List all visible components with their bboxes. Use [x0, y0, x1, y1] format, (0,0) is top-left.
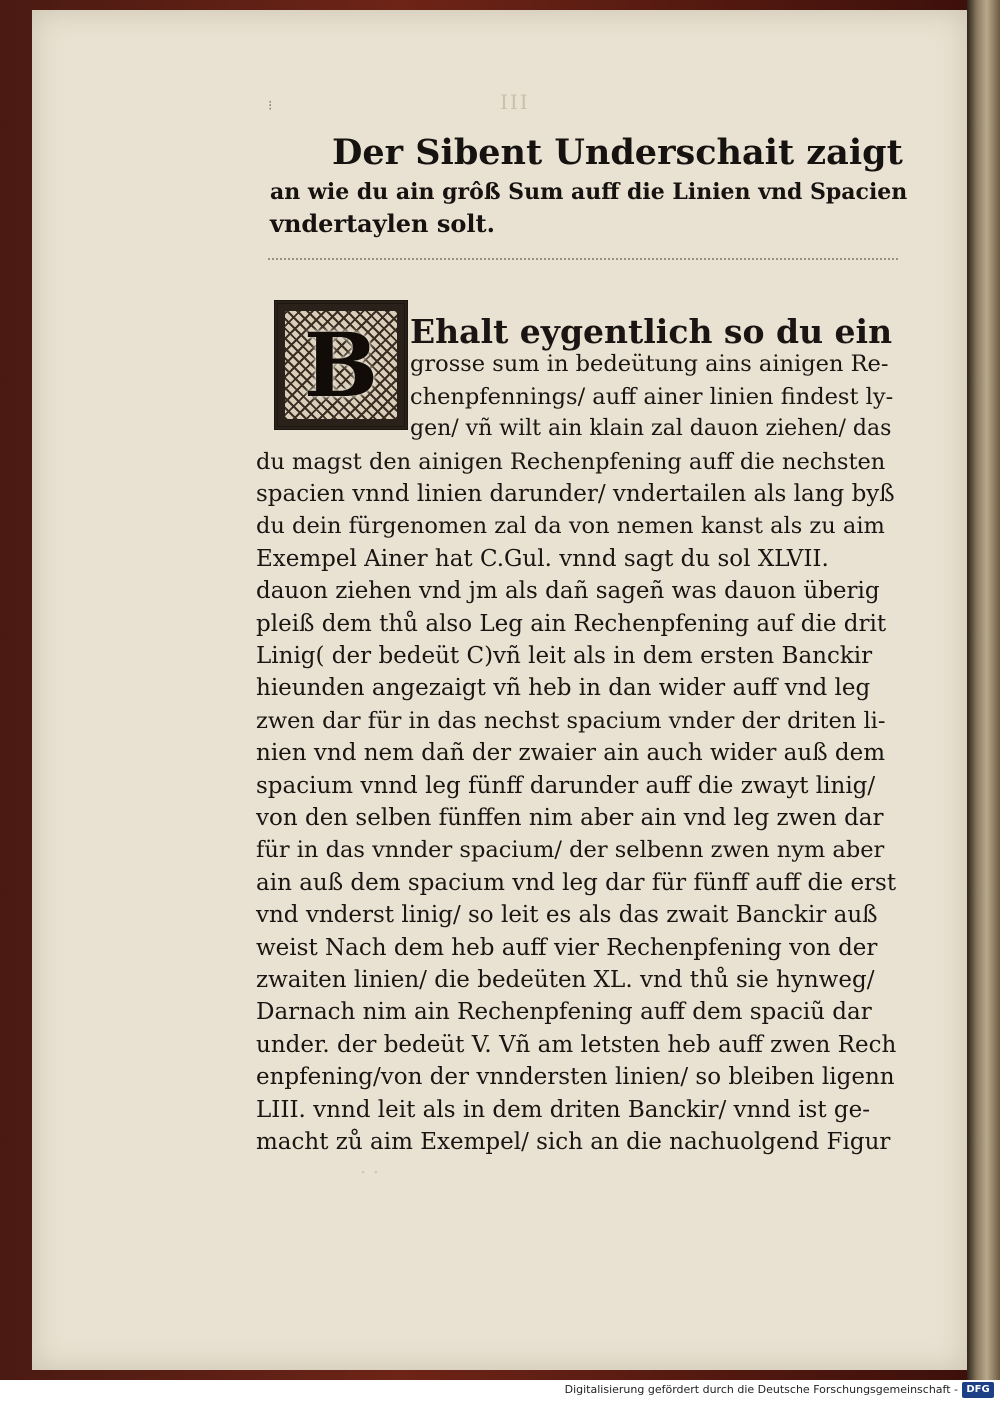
text-line: zwaiten linien/ die bedeüten XL. vnd thů sie hynweg/ — [256, 967, 875, 993]
text-line: Darnach nim ain Rechenpfening auff dem spaciũ dar — [256, 999, 872, 1026]
text-line: macht zů aim Exempel/ sich an die nachuolgend Figur — [256, 1129, 891, 1155]
dfg-logo: DFG — [962, 1382, 994, 1398]
text-line: nien vnd nem dañ der zwaier ain auch wider auß dem — [256, 740, 886, 767]
text-line: hieunden angezaigt vñ heb in dan wider auff vnd leg — [256, 675, 871, 702]
margin-mark: ⁝ — [268, 98, 273, 114]
text-line: du dein fürgenomen zal da von nemen kanst als zu aim — [256, 513, 885, 540]
footer-credit: Digitalisierung gefördert durch die Deutsche Forschungsgemeinschaft - — [564, 1383, 958, 1396]
text-line: dauon ziehen vnd jm als dañ sageñ was dauon überig — [256, 578, 880, 605]
text-line: für in das vnnder spacium/ der selbenn zwen nym aber — [256, 837, 885, 864]
text-line: Exempel Ainer hat C.Gul. vnnd sagt du sol XLVII. — [256, 545, 829, 572]
ornamental-rule — [268, 258, 898, 260]
text-line: weist Nach dem heb auff vier Rechenpfening von der — [256, 934, 878, 961]
text-line: Ehalt eygentlich so du ein — [410, 312, 893, 351]
text-line: spacium vnnd leg fünff darunder auff die zwayt linig/ — [256, 772, 876, 799]
text-line: under. der bedeüt V. Vñ am letsten heb auff zwen Rech — [256, 1031, 897, 1058]
show-through-mark: · · — [360, 1160, 380, 1184]
drop-cap-letter: B — [303, 313, 379, 417]
heading-line-3: vndertaylen solt. — [270, 209, 495, 238]
text-line: Linig( der bedeüt C)vñ leit als in dem ersten Banckir — [256, 643, 873, 669]
drop-cap-initial — [274, 300, 408, 430]
text-line: ain auß dem spacium vnd leg dar für fünff auff die erst — [256, 869, 897, 896]
text-line: chenpfennings/ auff ainer linien findest ly- — [410, 383, 894, 410]
text-line: LIII. vnnd leit als in dem driten Banckir/ vnnd ist ge- — [256, 1096, 870, 1123]
heading-line-1: Der Sibent Underschait zaigt — [332, 132, 903, 173]
chapter-heading — [270, 130, 910, 240]
text-line: gen/ vñ wilt ain klain zal dauon ziehen/ das — [410, 416, 892, 442]
text-line: du magst den ainigen Rechenpfening auff die nechsten — [256, 448, 886, 475]
book-edge — [967, 0, 1000, 1380]
text-line: zwen dar für in das nechst spacium vnder der driten li- — [256, 707, 886, 734]
text-line: pleiß dem thů also Leg ain Rechenpfening auf die drit — [256, 610, 887, 637]
text-line: vnd vnderst linig/ so leit es als das zwait Banckir auß — [256, 902, 878, 929]
footer-bar — [0, 1380, 1000, 1402]
text-line: von den selben fünffen nim aber ain vnd leg zwen dar — [256, 805, 884, 831]
text-line: spacien vnnd linien darunder/ vndertailen als lang byß — [256, 481, 895, 507]
text-line: grosse sum in bedeütung ains ainigen Re- — [410, 351, 889, 378]
drop-cap-ornament — [285, 311, 397, 419]
page-number: III — [500, 90, 530, 114]
text-line: enpfening/von der vnndersten linien/ so bleiben ligenn — [256, 1064, 895, 1091]
heading-line-2: an wie du ain grôß Sum auff die Linien vnd Spacien — [270, 179, 908, 205]
